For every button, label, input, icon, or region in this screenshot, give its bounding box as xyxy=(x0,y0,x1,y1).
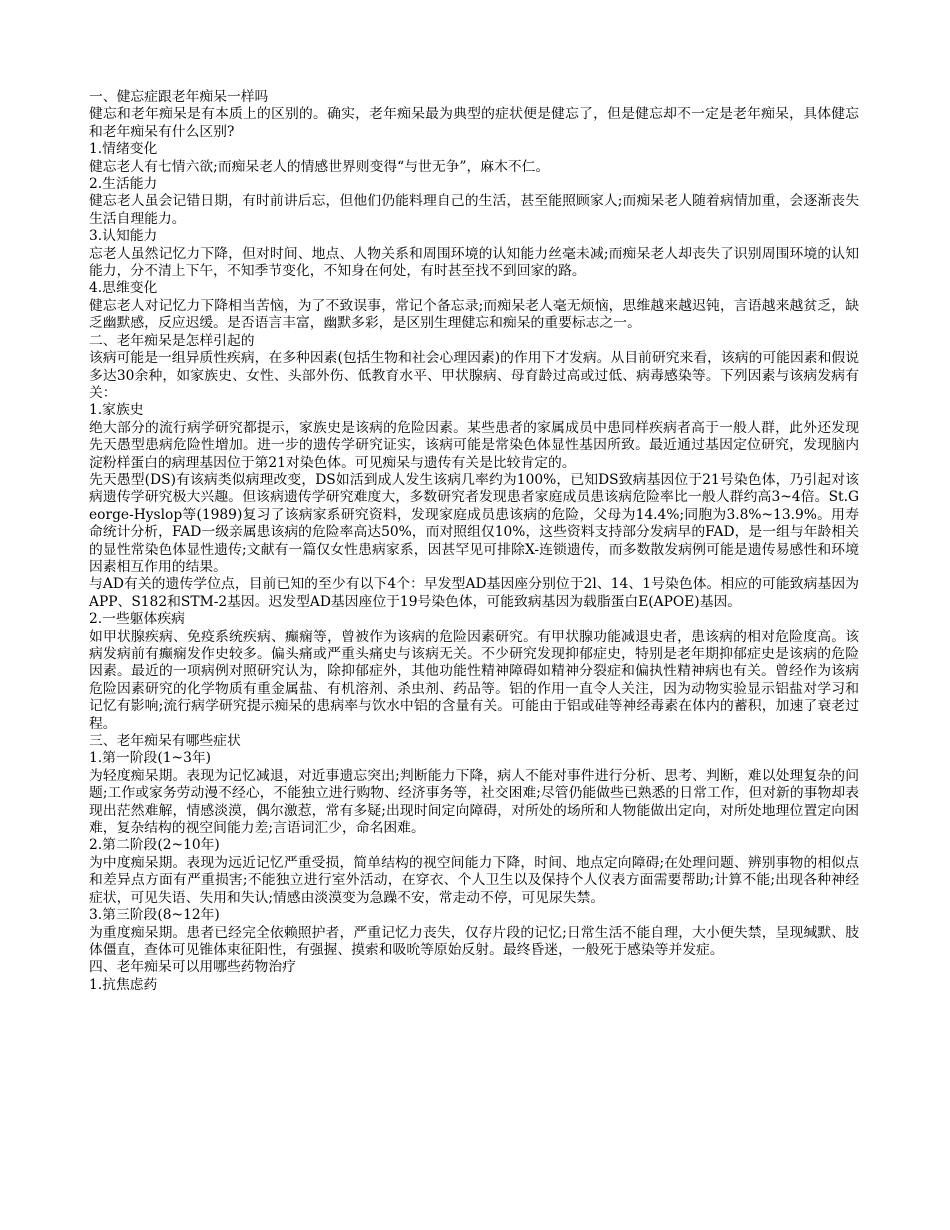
subheading: 2.一些躯体疾病 xyxy=(89,611,185,628)
section-heading: 二、老年痴呆是怎样引起的 xyxy=(89,332,255,349)
paragraph: 为重度痴呆期。患者已经完全依赖照护者，严重记忆力丧失，仅存片段的记忆;日常生活不能自理，大小便失禁，呈现缄默、肢体僵直，查体可见锥体束征阳性，有强握、摸索和吸吮等原始反射。最终昏迷，一般死于感染等并发症。 xyxy=(89,924,859,958)
paragraph: 为中度痴呆期。表现为远近记忆严重受损，简单结构的视空间能力下降，时间、地点定向障碍;在处理问题、辨别事物的相似点和差异点方面有严重损害;不能独立进行室外活动，在穿衣、个人卫生以及保持个人仪表方面需要帮助;计算不能;出现各种神经症状，可见失语、失用和失认;情感由淡漠变为急躁不安，常走动不停，可见尿失禁。 xyxy=(89,854,859,906)
subheading: 4.思维变化 xyxy=(89,280,158,297)
paragraph: 先天愚型(DS)有该病类似病理改变，DS如活到成人发生该病几率约为100%，已知DS致病基因位于21号染色体，乃引起对该病遗传学研究极大兴趣。但该病遗传学研究难度大，多数研究者发现患者家庭成员患该病危险率比一般人群约高3~4倍。St.George-Hyslop等(1989)复习了该病家系研究资料，发现家庭成员患该病的危险，父母为14.4%;同胞为3.8%~13.9%。用寿命统计分析，FAD一级亲属患该病的危险率高达50%，而对照组仅10%，这些资料支持部分发病早的FAD，是一组与年龄相关的显性常染色体显性遗传;文献有一篇仅女性患病家系，因甚罕见可排除X-连锁遗传，而多数散发病例可能是遗传易感性和环境因素相互作用的结果。 xyxy=(89,471,859,575)
subheading: 2.生活能力 xyxy=(89,176,158,193)
section-heading: 三、老年痴呆有哪些症状 xyxy=(89,733,241,750)
paragraph: 为轻度痴呆期。表现为记忆减退，对近事遗忘突出;判断能力下降，病人不能对事件进行分析、思考、判断，难以处理复杂的问题;工作或家务劳动漫不经心，不能独立进行购物、经济事务等，社交困难;尽管仍能做些已熟悉的日常工作，但对新的事物却表现出茫然难解，情感淡漠，偶尔激惹，常有多疑;出现时间定向障碍，对所处的场所和人物能做出定向，对所处地理位置定向困难，复杂结构的视空间能力差;言语词汇少，命名困难。 xyxy=(89,767,859,837)
section-heading: 四、老年痴呆可以用哪些药物治疗 xyxy=(89,959,296,976)
subheading: 3.第三阶段(8~12年) xyxy=(89,907,220,924)
document-body xyxy=(89,89,859,994)
paragraph: 该病可能是一组异质性疾病，在多种因素(包括生物和社会心理因素)的作用下才发病。从目前研究来看，该病的可能因素和假说多达30余种，如家族史、女性、头部外伤、低教育水平、甲状腺病、母育龄过高或过低、病毒感染等。下列因素与该病发病有关： xyxy=(89,350,859,401)
subheading: 1.抗焦虑药 xyxy=(89,976,158,993)
subheading: 1.第一阶段(1~3年) xyxy=(89,750,212,767)
paragraph: 健忘老人对记忆力下降相当苦恼，为了不致误事，常记个备忘录;而痴呆老人毫无烦恼，思维越来越迟钝，言语越来越贫乏，缺乏幽默感，反应迟缓。是否语言丰富，幽默多彩，是区别生理健忘和痴呆的重要标志之一。 xyxy=(89,297,859,332)
subheading: 3.认知能力 xyxy=(89,228,158,245)
paragraph: 如甲状腺疾病、免疫系统疾病、癫痫等，曾被作为该病的危险因素研究。有甲状腺功能减退史者，患该病的相对危险度高。该病发病前有癫痫发作史较多。偏头痛或严重头痛史与该病无关。不少研究发现抑郁症史，特别是老年期抑郁症史是该病的危险因素。最近的一项病例对照研究认为，除抑郁症外，其他功能性精神障碍如精神分裂症和偏执性精神病也有关。曾经作为该病危险因素研究的化学物质有重金属盐、有机溶剂、杀虫剂、药品等。铝的作用一直令人关注，因为动物实验显示铝盐对学习和记忆有影响;流行病学研究提示痴呆的患病率与饮水中铝的含量有关。可能由于铝或硅等神经毒素在体内的蓄积，加速了衰老过程。 xyxy=(89,628,859,732)
subheading: 1.家族史 xyxy=(89,402,144,419)
section-heading: 一、健忘症跟老年痴呆一样吗 xyxy=(89,89,269,105)
paragraph: 与AD有关的遗传学位点，目前已知的至少有以下4个：早发型AD基因座分别位于2l、14、1号染色体。相应的可能致病基因为APP、S182和STM-2基因。迟发型AD基因座位于19号染色体，可能致病基因为载脂蛋白E(APOE)基因。 xyxy=(89,576,859,610)
paragraph: 绝大部分的流行病学研究都提示，家族史是该病的危险因素。某些患者的家属成员中患同样疾病者高于一般人群，此外还发现先天愚型患病危险性增加。进一步的遗传学研究证实，该病可能是常染色体显性基因所致。最近通过基因定位研究，发现脑内淀粉样蛋白的病理基因位于第21对染色体。可见痴呆与遗传有关是比较肯定的。 xyxy=(89,419,859,471)
paragraph: 健忘老人虽会记错日期，有时前讲后忘，但他们仍能料理自己的生活，甚至能照顾家人;而痴呆老人随着病情加重，会逐渐丧失生活自理能力。 xyxy=(89,193,859,227)
subheading: 2.第二阶段(2~10年) xyxy=(89,837,220,854)
paragraph: 健忘和老年痴呆是有本质上的区别的。确实，老年痴呆最为典型的症状便是健忘了，但是健忘却不一定是老年痴呆，具体健忘和老年痴呆有什么区别? xyxy=(89,106,859,140)
subheading: 1.情绪变化 xyxy=(89,141,158,158)
paragraph: 忘老人虽然记忆力下降，但对时间、地点、人物关系和周围环境的认知能力丝毫未减;而痴呆老人却丧失了识别周围环境的认知能力，分不清上下午，不知季节变化，不知身在何处，有时甚至找不到回家的路。 xyxy=(89,245,859,280)
paragraph: 健忘老人有七情六欲;而痴呆老人的情感世界则变得“与世无争”，麻木不仁。 xyxy=(89,158,550,175)
